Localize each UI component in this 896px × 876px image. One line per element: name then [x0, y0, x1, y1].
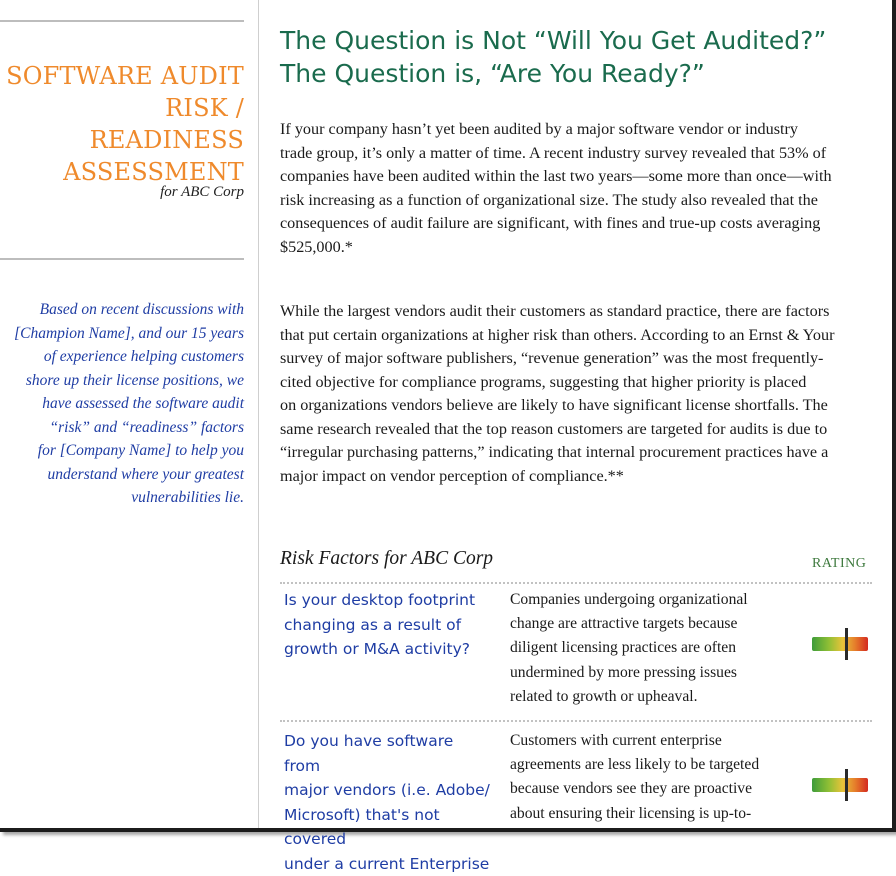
document-subtitle: for ABC Corp: [4, 184, 244, 201]
answer-line: Companies undergoing organizational: [510, 588, 780, 612]
sidebar: [0, 0, 259, 828]
question-line: major vendors (i.e. Adobe/: [284, 778, 494, 803]
paragraph-line: companies have been audited within the last two years—some more than once—with: [280, 165, 880, 189]
question-line: Do you have software from: [284, 729, 494, 778]
answer-line: change are attractive targets because: [510, 612, 780, 636]
headline-line: The Question is, “Are You Ready?”: [280, 57, 880, 90]
intro-line: have assessed the software audit: [4, 392, 244, 416]
paragraph-line: that put certain organizations at higher risk than others. According to an Ernst & Your: [280, 324, 892, 348]
answer-line: about ensuring their licensing is up-to-: [510, 802, 780, 826]
question-line: under a current Enterprise: [284, 852, 494, 876]
risk-explanation: [510, 729, 780, 826]
paragraph-line: survey of major software publishers, “revenue generation” was the most frequently-: [280, 347, 892, 371]
risk-factors-title: Risk Factors for ABC Corp: [280, 548, 493, 570]
risk-question: [284, 588, 494, 662]
rating-needle: [845, 769, 848, 801]
paragraph-line: “irregular purchasing patterns,” indicating that internal procurement practices have a: [280, 441, 892, 465]
question-line: changing as a result of: [284, 613, 494, 638]
paragraph-risk-factors: [280, 300, 892, 488]
paragraph-line: consequences of audit failure are significant, with fines and true-up costs averaging: [280, 212, 880, 236]
paragraph-line: on organizations vendors believe are likely to have significant license shortfalls. The: [280, 394, 892, 418]
paragraph-audit-likelihood: [280, 118, 880, 259]
rating-gauge: [812, 637, 868, 651]
question-line: Microsoft) that's not covered: [284, 803, 494, 852]
sidebar-middle-rule: [0, 258, 244, 260]
paragraph-line: major impact on vendor perception of compliance.**: [280, 465, 892, 489]
question-line: Is your desktop footprint: [284, 588, 494, 613]
intro-line: for [Company Name] to help you: [4, 439, 244, 463]
intro-line: shore up their license positions, we: [4, 369, 244, 393]
intro-line: Based on recent discussions with: [4, 298, 244, 322]
question-line: growth or M&A activity?: [284, 637, 494, 662]
document-title: [4, 60, 244, 188]
answer-line: related to growth or upheaval.: [510, 685, 780, 709]
document-title-line: ASSESSMENT: [4, 156, 244, 188]
intro-line: of experience helping customers: [4, 345, 244, 369]
paragraph-line: trade group, it’s only a matter of time. A recent industry survey revealed that 53% of: [280, 142, 880, 166]
paragraph-line: cited objective for compliance programs, suggesting that higher priority is placed: [280, 371, 892, 395]
rating-header: RATING: [812, 556, 866, 572]
paragraph-line: While the largest vendors audit their customers as standard practice, there are factors: [280, 300, 892, 324]
row-divider: [280, 720, 872, 722]
document-title-line: SOFTWARE AUDIT: [4, 60, 244, 92]
intro-line: [Champion Name], and our 15 years: [4, 322, 244, 346]
answer-line: because vendors see they are proactive: [510, 777, 780, 801]
rating-gauge: [812, 778, 868, 792]
intro-line: vulnerabilities lie.: [4, 486, 244, 510]
intro-line: “risk” and “readiness” factors: [4, 416, 244, 440]
rating-needle: [845, 628, 848, 660]
sidebar-intro: [4, 298, 244, 510]
sidebar-top-rule: [0, 20, 244, 22]
answer-line: diligent licensing practices are often: [510, 636, 780, 660]
risk-explanation: [510, 588, 780, 709]
headline-line: The Question is Not “Will You Get Audited?”: [280, 24, 880, 57]
paragraph-line: $525,000.*: [280, 236, 880, 260]
intro-line: understand where your greatest: [4, 463, 244, 487]
row-divider: [280, 582, 872, 584]
paragraph-line: same research revealed that the top reason customers are targeted for audits is due to: [280, 418, 892, 442]
risk-question: [284, 729, 494, 876]
headline: [280, 24, 880, 90]
answer-line: agreements are less likely to be targeted: [510, 753, 780, 777]
paragraph-line: If your company hasn’t yet been audited by a major software vendor or industry: [280, 118, 880, 142]
answer-line: undermined by more pressing issues: [510, 661, 780, 685]
document-title-line: RISK / READINESS: [4, 92, 244, 156]
paragraph-line: risk increasing as a function of organizational size. The study also revealed that the: [280, 189, 880, 213]
answer-line: Customers with current enterprise: [510, 729, 780, 753]
